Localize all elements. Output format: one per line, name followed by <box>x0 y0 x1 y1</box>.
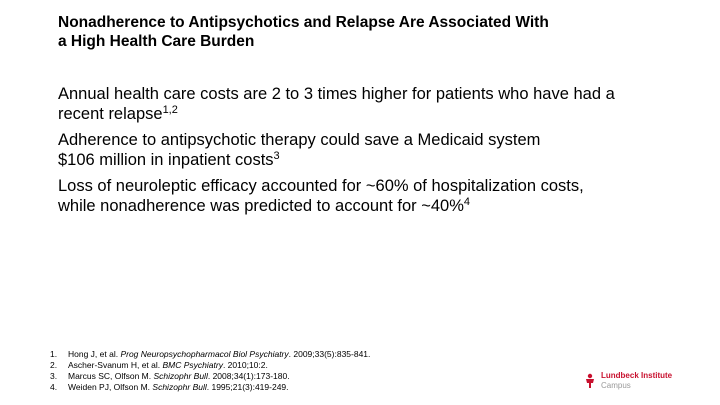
reference-journal: Schizophr Bull <box>153 371 208 381</box>
bullet-text: while nonadherence was predicted to account for ~40% <box>58 197 464 215</box>
bullet-list <box>58 84 708 222</box>
logo-line-1: Lundbeck Institute <box>601 371 673 380</box>
bullet-line: Annual health care costs are 2 to 3 times higher for patients who have had a <box>58 85 615 103</box>
title-line-1: Nonadherence to Antipsychotics and Relapse Are Associated With <box>58 14 549 31</box>
reference-journal: Prog Neuropsychopharmacol Biol Psychiatry <box>120 349 289 359</box>
bullet-text: $106 million in inpatient costs <box>58 151 274 169</box>
reference-number: 4. <box>50 382 58 392</box>
logo-line-2: Campus <box>601 381 631 390</box>
reference-text: Hong J, et al. Prog Neuropsychopharmacol Biol Psychiatry. 2009;33(5):835-841. <box>68 349 371 359</box>
reference-journal: Schizophr Bull <box>152 382 207 392</box>
citation-superscript: 4 <box>463 196 471 208</box>
reference-item <box>50 349 570 360</box>
bullet-line <box>58 196 708 216</box>
bullet-line <box>58 104 708 124</box>
citation-superscript: 1,2 <box>162 104 178 116</box>
logo-figure-icon <box>584 373 596 389</box>
reference-number: 3. <box>50 371 58 381</box>
bullet-line: Loss of neuroleptic efficacy accounted for ~60% of hospitalization costs, <box>58 177 584 195</box>
citation-superscript: 3 <box>273 150 280 162</box>
reference-journal: BMC Psychiatry <box>162 360 223 370</box>
title-line-2: a High Health Care Burden <box>58 33 255 50</box>
bullet-text: recent relapse <box>58 105 163 123</box>
bullet-line <box>58 150 708 170</box>
bullet-item <box>58 130 708 170</box>
reference-item <box>50 360 570 371</box>
references-list <box>50 349 570 393</box>
bullet-line: Adherence to antipsychotic therapy could save a Medicaid system <box>58 131 541 149</box>
reference-number: 2. <box>50 360 58 370</box>
reference-number: 1. <box>50 349 58 359</box>
reference-item <box>50 382 570 393</box>
reference-text: Ascher-Svanum H, et al. BMC Psychiatry. 2010;10:2. <box>68 360 268 370</box>
reference-item <box>50 371 570 382</box>
slide-title <box>58 13 658 51</box>
reference-text: Marcus SC, Olfson M. Schizophr Bull. 2008;34(1):173-180. <box>68 371 290 381</box>
lundbeck-logo <box>584 371 694 397</box>
reference-text: Weiden PJ, Olfson M. Schizophr Bull. 1995;21(3):419-249. <box>68 382 289 392</box>
bullet-item <box>58 176 708 216</box>
bullet-item <box>58 84 708 124</box>
